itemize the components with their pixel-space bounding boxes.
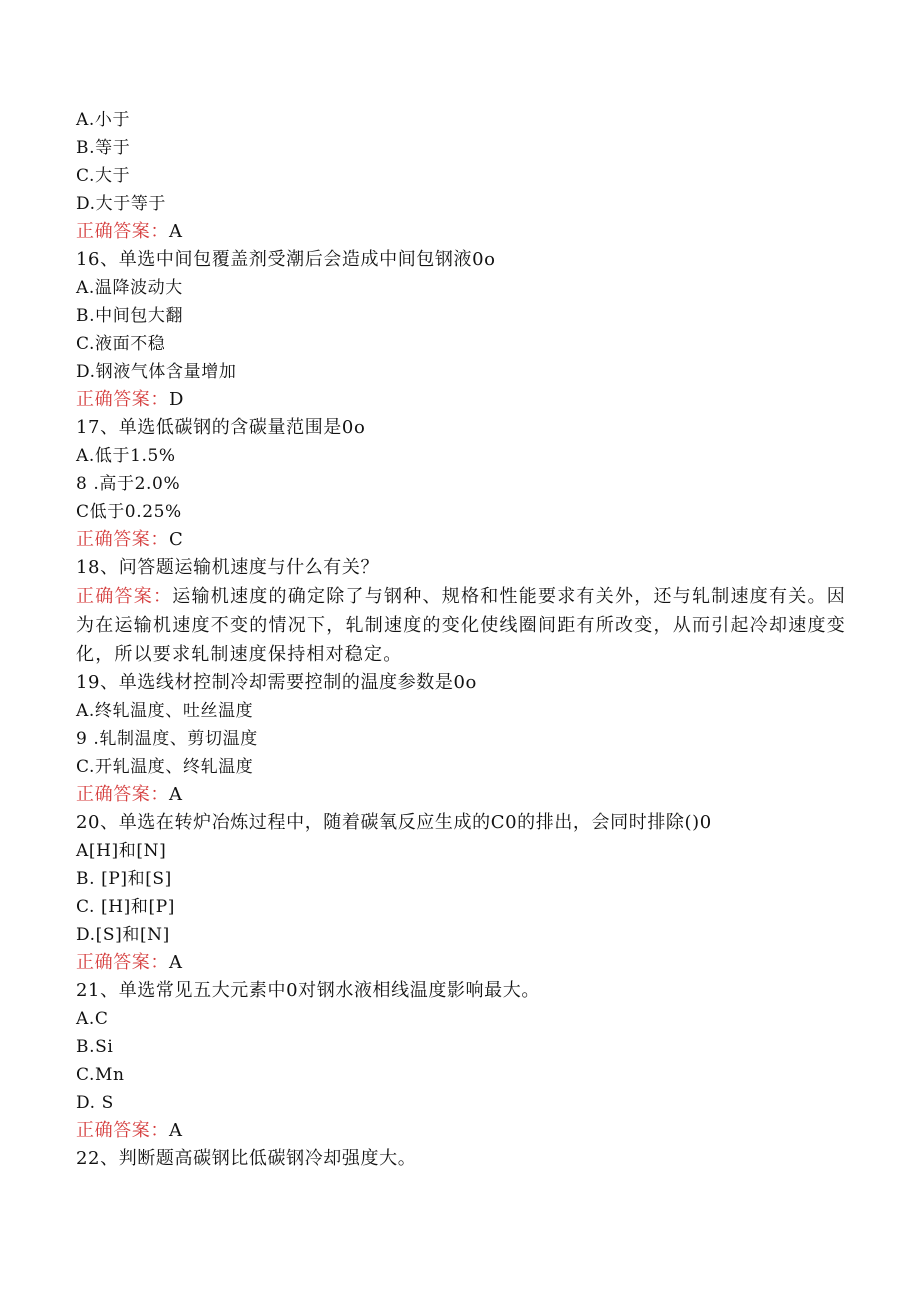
answer-line: [76, 526, 846, 554]
answer-value: A: [169, 784, 183, 805]
question-19: 19、单选线材控制冷却需要控制的温度参数是0o: [76, 672, 477, 693]
answer-label: 正确答案：: [76, 529, 169, 550]
option-c: C低于0.25%: [76, 502, 182, 522]
answer-label: 正确答案：: [76, 221, 169, 242]
question-22: 22、判断题高碳钢比低碳钢冷却强度大。: [76, 1148, 417, 1169]
answer-value: A: [169, 221, 183, 242]
option-a: A.小于: [76, 110, 131, 130]
option-d: D.大于等于: [76, 194, 167, 214]
document-page: [76, 106, 846, 1173]
option-a: A.C: [76, 1009, 109, 1029]
option-a: A.温降波动大: [76, 278, 183, 298]
answer-label: 正确答案：: [76, 389, 169, 410]
option-b: 9 .轧制温度、剪切温度: [76, 729, 258, 749]
option-b: B.等于: [76, 138, 131, 158]
option-b: 8 .高于2.0%: [76, 474, 181, 494]
option-b: B.Si: [76, 1037, 114, 1057]
option-a: A.低于1.5%: [76, 446, 176, 466]
answer-label: 正确答案：: [76, 952, 169, 973]
answer-label: 正确答案：: [76, 586, 173, 607]
answer-value: C: [169, 529, 184, 550]
option-d: D. S: [76, 1093, 114, 1113]
answer-line: [76, 1117, 846, 1145]
answer-label: 正确答案：: [76, 784, 169, 805]
option-d: D.[S]和[N]: [76, 925, 170, 945]
question-18: 18、问答题运输机速度与什么有关？: [76, 557, 380, 578]
option-d: D.钢液气体含量增加: [76, 362, 237, 382]
answer-line: [76, 218, 846, 246]
answer-value: D: [169, 389, 185, 410]
question-17: 17、单选低碳钢的含碳量范围是0o: [76, 417, 366, 438]
answer-label: 正确答案：: [76, 1120, 169, 1141]
question-20: 20、单选在转炉冶炼过程中，随着碳氧反应生成的C0的排出，会同时排除()0: [76, 812, 712, 833]
essay-answer: [76, 582, 846, 669]
option-c: C. [H]和[P]: [76, 897, 176, 917]
option-a: A.终轧温度、吐丝温度: [76, 701, 254, 721]
option-c: C.液面不稳: [76, 334, 166, 354]
option-c: C.大于: [76, 166, 131, 186]
question-21: 21、单选常见五大元素中0对钢水液相线温度影响最大。: [76, 980, 540, 1001]
question-16: 16、单选中间包覆盖剂受潮后会造成中间包钢液0o: [76, 249, 496, 270]
option-b: B.中间包大翻: [76, 306, 184, 326]
answer-line: [76, 386, 846, 414]
option-a: A[H]和[N]: [76, 841, 167, 861]
answer-value: 运输机速度的确定除了与钢种、规格和性能要求有关外，还与轧制速度有关。因为在运输机速度不变的情况下，轧制速度的变化使线圈间距有所改变，从而引起冷却速度变化，所以要求轧制速度保持相对稳定。: [76, 586, 847, 665]
option-b: B. [P]和[S]: [76, 869, 172, 889]
answer-value: A: [169, 952, 183, 973]
answer-value: A: [169, 1120, 183, 1141]
answer-line: [76, 949, 846, 977]
option-c: C.Mn: [76, 1065, 125, 1085]
option-c: C.开轧温度、终轧温度: [76, 757, 254, 777]
answer-line: [76, 781, 846, 809]
